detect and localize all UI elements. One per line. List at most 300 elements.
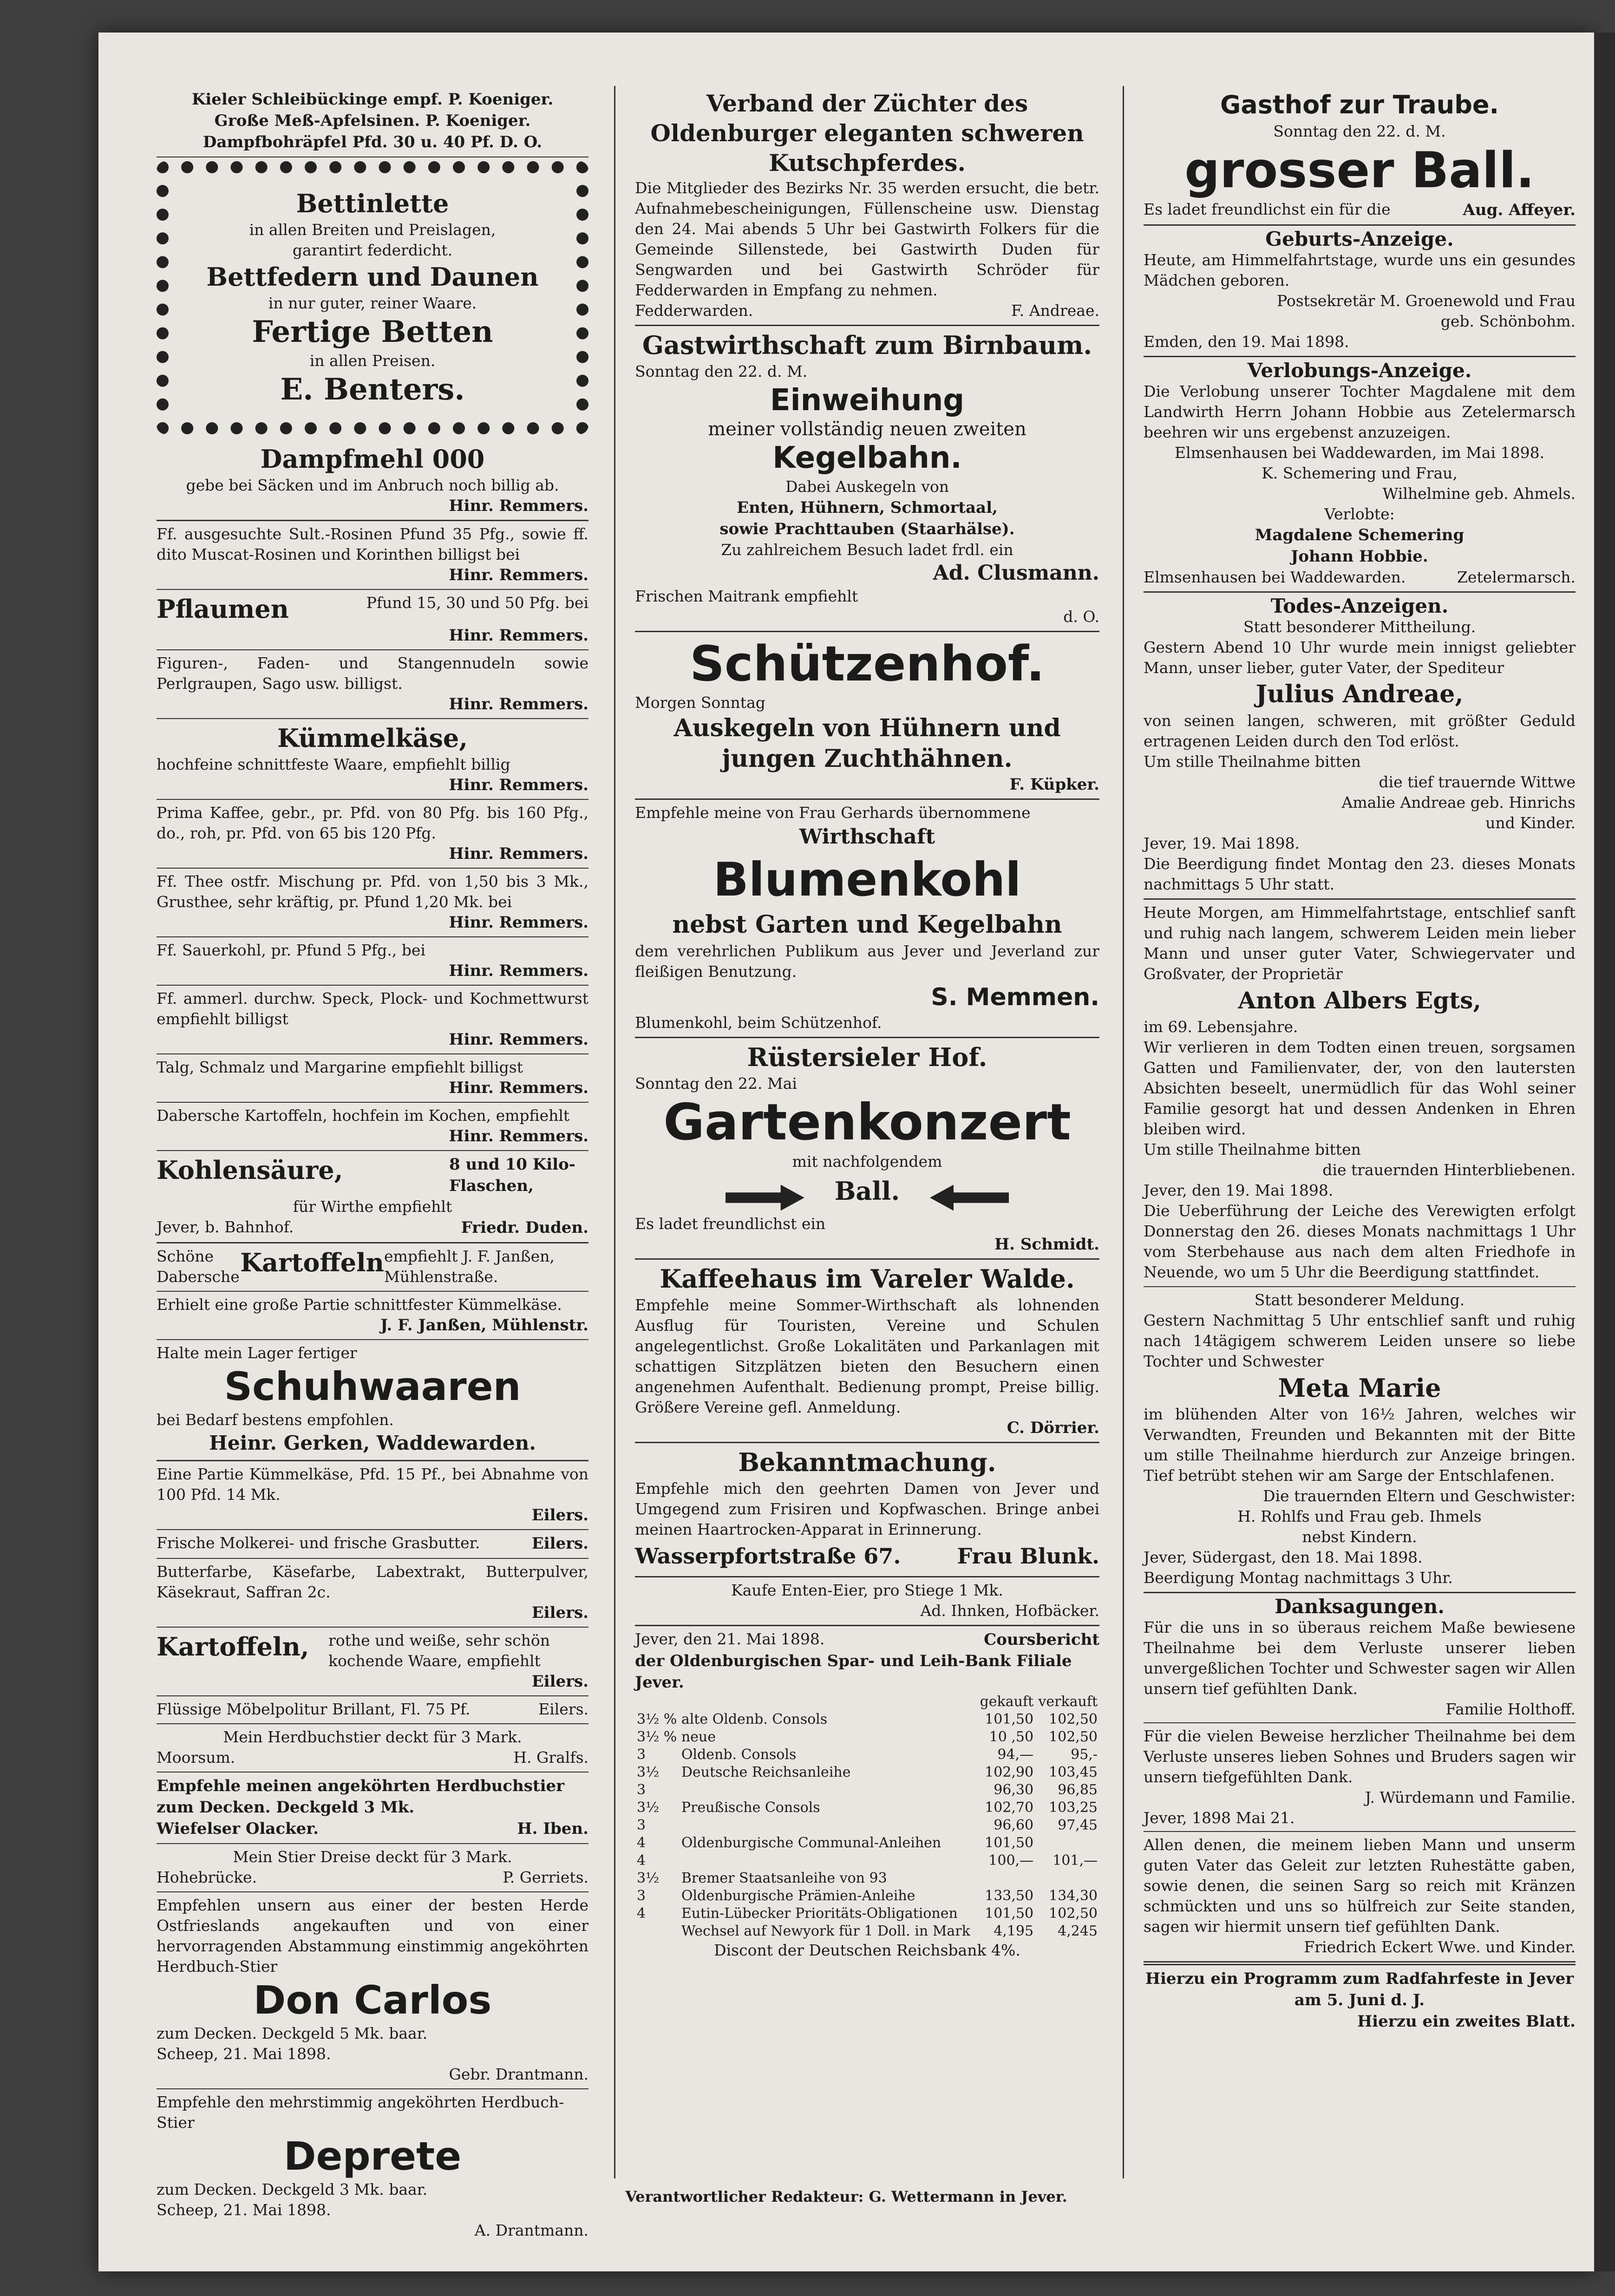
ad-herdbuchstier-gralfs xyxy=(157,1724,588,1773)
ad-sauerkohl xyxy=(157,937,588,986)
table-row xyxy=(635,1870,1099,1887)
ad-heading: Deprete xyxy=(283,2133,462,2179)
table-cell: 101,50 xyxy=(985,1834,1034,1851)
kurs-heading: Coursbericht xyxy=(984,1630,1099,1649)
ad-signature: d. O. xyxy=(1063,608,1099,626)
ad-text: Mein Stier Dreise deckt für 3 Mark. xyxy=(233,1848,512,1866)
table-cell: 4,195 xyxy=(994,1923,1034,1939)
table-cell: 10 ,50 xyxy=(989,1728,1034,1745)
table-cell: 102,50 xyxy=(1049,1905,1098,1922)
ad-ruestersieler-hof xyxy=(635,1038,1099,1260)
table-cell: Oldenb. Consols xyxy=(681,1746,797,1763)
ad-heading: Auskegeln von Hühnern und jungen Zuchthähnen. xyxy=(673,714,1061,773)
table-cell xyxy=(680,1852,977,1870)
ad-signature: Ad. Ihnken, Hofbäcker. xyxy=(920,1601,1099,1620)
table-row xyxy=(635,1728,1099,1746)
table-cell: Bremer Staatsanleihe von 93 xyxy=(681,1870,887,1886)
pointing-hand-icon xyxy=(726,1185,804,1211)
ad-heading: Verband der Züchter des Oldenburger eleganten schweren Kutschpferdes. xyxy=(650,90,1084,177)
table-row xyxy=(635,1764,1099,1781)
ad-text: hochfeine schnittfeste Waare, empfiehlt billig xyxy=(157,755,510,773)
middle-column xyxy=(635,86,1099,2197)
table-cell: 4,245 xyxy=(1058,1923,1098,1939)
ad-eilers-2 xyxy=(157,1530,588,1559)
ad-rosinen xyxy=(157,521,588,590)
table-cell: 103,25 xyxy=(1049,1799,1098,1816)
ad-talg xyxy=(157,1054,588,1103)
ad-text: Magdalene Schemering xyxy=(1255,526,1465,544)
ad-text: Wirthschaft xyxy=(799,825,935,849)
ad-signature: C. Dörrier. xyxy=(1007,1418,1099,1437)
table-header xyxy=(635,1693,1099,1711)
pointing-hand-icon xyxy=(930,1185,1009,1211)
ad-text: Wilhelmine geb. Ahmels. xyxy=(1382,484,1576,503)
ad-kaffee xyxy=(157,800,588,869)
ad-place: Jever, b. Bahnhof. xyxy=(157,1218,294,1236)
ad-place: Emden, den 19. Mai 1898. xyxy=(1144,333,1349,351)
table-cell: 103,45 xyxy=(1049,1764,1098,1780)
ad-text: Es ladet freundlichst ein xyxy=(635,1214,826,1233)
ad-text: Flüssige Möbelpolitur Brillant, Fl. 75 Pf. xyxy=(157,1700,471,1718)
ad-text: K. Schemering und Frau, xyxy=(1262,464,1458,482)
ad-text: Heute, am Himmelfahrtstage, wurde uns ein gesundes Mädchen geboren. xyxy=(1144,251,1576,289)
ad-signature: Hinr. Remmers. xyxy=(449,844,588,863)
table-cell: 96,30 xyxy=(994,1781,1034,1798)
ad-text: Statt besonderer Meldung. xyxy=(1254,1291,1465,1309)
ad-text: im 69. Lebensjahre. xyxy=(1144,1018,1298,1036)
ad-name: Julius Andreae, xyxy=(1255,680,1464,708)
table-cell: 95,- xyxy=(1071,1746,1098,1763)
ad-pflaumen xyxy=(157,590,588,650)
ad-benters xyxy=(157,161,588,434)
table-cell: 3 xyxy=(637,1817,646,1833)
ad-text: Es ladet freundlichst ein für die xyxy=(1144,200,1391,218)
ad-heading: Fertige Betten xyxy=(252,314,493,349)
ad-kaese-janssen xyxy=(157,1292,588,1340)
ad-signature: Hinr. Remmers. xyxy=(449,626,588,645)
ad-signature: Hinr. Remmers. xyxy=(449,1127,588,1145)
beilage-hinweis xyxy=(1144,1965,1576,2036)
ad-text: Erhielt eine große Partie schnittfester Kümmelkäse. xyxy=(157,1295,562,1314)
table-row xyxy=(635,1711,1099,1728)
ad-signature: Friedrich Eckert Wwe. und Kinder. xyxy=(1304,1938,1576,1956)
divider xyxy=(1144,1831,1576,1832)
ad-signature: Heinr. Gerken, Waddewarden. xyxy=(209,1432,536,1454)
ad-signature: H. Gralfs. xyxy=(513,1748,588,1766)
ad-dabersche xyxy=(157,1103,588,1151)
ad-heading: Bettfedern und Daunen xyxy=(206,262,539,292)
ad-text: Empfehlen unsern aus einer der besten Herde Ostfrieslands angekauften und von einer hervorragenden Abstammung einstimmig angeköhrten Herdbuch-Stier xyxy=(157,1896,588,1975)
ad-signature: S. Memmen. xyxy=(931,983,1099,1011)
ad-eilers-kartoffeln xyxy=(157,1628,588,1696)
ad-text: die trauernden Hinterbliebenen. xyxy=(1322,1161,1576,1179)
ad-kohlensaeure xyxy=(157,1151,588,1243)
ad-todesanzeigen xyxy=(1144,593,1576,900)
ad-text: Mein Herdbuchstier deckt für 3 Mark. xyxy=(223,1728,522,1746)
ad-line: Dampfbohräpfel Pfd. 30 u. 40 Pf. D. O. xyxy=(203,133,543,151)
ad-address: Wasserpfortstraße 67. xyxy=(635,1543,901,1569)
ad-place: Jever, 19. Mai 1898. xyxy=(1144,834,1300,852)
ad-text: Die Beerdigung findet Montag den 23. dieses Monats nachmittags 5 Uhr statt. xyxy=(1144,855,1576,893)
table-cell xyxy=(680,1781,977,1799)
ad-heading: Gartenkonzert xyxy=(663,1093,1071,1151)
ad-signature: F. Küpker. xyxy=(1009,775,1099,794)
ad-text: Pfund 15, 30 und 50 Pfg. bei xyxy=(366,594,588,612)
table-cell: 102,70 xyxy=(985,1799,1034,1816)
ad-text: Heute Morgen, am Himmelfahrtstage, entschlief sanft und ruhig nach langem, schwerem Leiden mein lieber Mann und unser guter Vater, Schwiegervater und Großvater, der Proprietär xyxy=(1144,903,1576,983)
table-cell: Wechsel auf Newyork für 1 Doll. in Mark xyxy=(681,1923,970,1939)
table-cell: 3½ xyxy=(637,1799,660,1816)
ad-text: Amalie Andreae geb. Hinrichs xyxy=(1341,793,1576,811)
ad-signature: F. Andreae. xyxy=(1011,301,1099,320)
col-header: verkauft xyxy=(1038,1693,1098,1710)
ad-signature: Hinr. Remmers. xyxy=(449,776,588,794)
table-cell: 133,50 xyxy=(985,1887,1034,1904)
table-row xyxy=(635,1905,1099,1923)
ad-gasthof-traube xyxy=(1144,86,1576,226)
ad-blumenkohl xyxy=(635,800,1099,1038)
ad-signature: H. Iben. xyxy=(517,1819,588,1838)
table-cell xyxy=(1035,1870,1099,1887)
col-header: gekauft xyxy=(980,1693,1034,1710)
ad-text: Empfehle mich den geehrten Damen von Jever und Umgegend zum Frisiren und Kopfwaschen. Bringe anbei meinen Haartrocken-Apparat in Erinnerung. xyxy=(635,1479,1099,1538)
ad-text: Kaufe Enten-Eier, pro Stiege 1 Mk. xyxy=(731,1581,1003,1599)
ad-text: Hierzu ein Programm zum Radfahrfeste in Jever am 5. Juni d. J. xyxy=(1145,1969,1574,2009)
ad-schuhwaaren xyxy=(157,1340,588,1461)
ad-text: Die trauernden Eltern und Geschwister: xyxy=(1262,1487,1576,1505)
table-cell: alte Oldenb. Consols xyxy=(681,1711,828,1727)
ad-place: Jever, Südergast, den 18. Mai 1898. xyxy=(1144,1548,1423,1566)
table-cell: Deutsche Reichsanleihe xyxy=(681,1764,851,1780)
ad-text: Sonntag den 22. d. M. xyxy=(1273,122,1446,140)
kurs-discount: Discont der Deutschen Reichsbank 4%. xyxy=(714,1941,1020,1959)
ad-text: Empfehle meinen angeköhrten Herdbuchstier zum Decken. Deckgeld 3 Mk. xyxy=(157,1777,565,1817)
ad-text: Schöne Dabersche xyxy=(157,1247,240,1286)
table-cell: 4 xyxy=(637,1852,646,1869)
ad-text: Talg, Schmalz und Margarine empfiehlt billigst xyxy=(157,1058,523,1076)
table-cell: 96,60 xyxy=(994,1817,1034,1833)
ad-moebelpolitur xyxy=(157,1696,588,1724)
ad-heading: Ball. xyxy=(834,1176,900,1206)
ad-verlobung xyxy=(1144,357,1576,593)
ad-text: Ff. ammerl. durchw. Speck, Plock- und Kochmettwurst empfiehlt billigst xyxy=(157,989,588,1028)
table-cell: 3 xyxy=(637,1746,646,1763)
ad-nudeln xyxy=(157,650,588,719)
table-row xyxy=(635,1852,1099,1870)
ad-text: Für die vielen Beweise herzlicher Theilnahme bei dem Verluste unseres lieben Sohnes und Bruders sagen wir unsern tiefgefühlten Dank. xyxy=(1144,1727,1576,1786)
table-row xyxy=(635,1799,1099,1817)
ad-signature: Hinr. Remmers. xyxy=(449,1079,588,1097)
ad-stier-dreise xyxy=(157,1844,588,1892)
ad-heading: Einweihung xyxy=(770,383,965,418)
ad-danksagungen xyxy=(1144,1593,1576,1965)
ad-text: 8 und 10 Kilo-Flaschen, xyxy=(449,1155,575,1195)
ad-enten-eier xyxy=(635,1577,1099,1626)
ad-heading: Kartoffeln xyxy=(240,1248,384,1277)
ad-text: Dabersche Kartoffeln, hochfein im Kochen, empfiehlt xyxy=(157,1106,570,1125)
ad-text: bei Bedarf bestens empfohlen. xyxy=(157,1411,394,1429)
ad-heading: Rüstersieler Hof. xyxy=(747,1042,987,1072)
ad-signature: Hinr. Remmers. xyxy=(449,695,588,713)
table-cell: 4 xyxy=(637,1834,646,1851)
table-row xyxy=(635,1834,1099,1852)
ad-text: für Wirthe empfiehlt xyxy=(293,1197,452,1216)
ad-place: Scheep, 21. Mai 1898. xyxy=(157,2045,331,2063)
ad-signature: Ad. Clusmann. xyxy=(933,561,1099,585)
ad-signature: Gebr. Drantmann. xyxy=(449,2065,588,2083)
ad-text: Frische Molkerei- und frische Grasbutter. xyxy=(157,1534,480,1552)
ad-heading: Kegelbahn. xyxy=(772,441,962,475)
ad-signature: J. Würdemann und Familie. xyxy=(1365,1788,1576,1806)
ad-text: empfiehlt J. F. Janßen, Mühlenstraße. xyxy=(384,1247,555,1286)
ad-text: Ff. Sauerkohl, pr. Pfund 5 Pfg., bei xyxy=(157,941,425,959)
ad-deprete xyxy=(157,2089,588,2244)
table-cell: 101,50 xyxy=(985,1711,1034,1727)
kurs-date: Jever, den 21. Mai 1898. xyxy=(635,1629,825,1648)
divider xyxy=(1144,1722,1576,1723)
ad-heading: Pflaumen xyxy=(157,594,289,624)
ball-line xyxy=(635,1175,1099,1211)
ad-todesanzeige-rohlfs xyxy=(1144,1287,1576,1593)
ad-text: Enten, Hühnern, Schmortaal, xyxy=(737,498,998,517)
ad-text: Gestern Nachmittag 5 Uhr entschlief sanft und ruhig nach 14tägigem schwerem Leiden unsere so liebe Tochter und Schwester xyxy=(1144,1311,1576,1370)
ad-text: Wir verlieren in dem Todten einen treuen, sorgsamen Gatten und Familienvater, der, von den lautersten Absichten beseelt, unermüdlich für das Wohl seiner Familie gesorgt hat und dessen Andenken in Ehren bleiben wird. xyxy=(1144,1038,1576,1138)
ad-text: Gestern Abend 10 Uhr wurde mein innigst geliebter Mann, unser lieber, guter Vater, der Spediteur xyxy=(1144,638,1576,677)
imprint-line: Verantwortlicher Redakteur: G. Wettermann in Jever. xyxy=(625,2188,1067,2205)
ad-heading: nebst Garten und Kegelbahn xyxy=(672,910,1062,939)
ad-heading: Schützenhof. xyxy=(689,635,1045,692)
ad-heading: Schuhwaaren xyxy=(224,1364,521,1409)
ad-heading: Kartoffeln, xyxy=(157,1632,309,1661)
ad-schuetzenhof xyxy=(635,632,1099,800)
table-cell: 100,— xyxy=(988,1852,1034,1869)
table-cell: Preußische Consols xyxy=(681,1799,820,1816)
ad-place: Wiefelser Olacker. xyxy=(157,1819,319,1838)
ad-heading: Kohlensäure, xyxy=(157,1155,343,1185)
left-column xyxy=(157,86,588,2239)
table-cell: Oldenburgische Prämien-Anleihe xyxy=(681,1887,915,1904)
ad-signature: Eilers. xyxy=(531,1534,588,1553)
ad-signature: Friedr. Duden. xyxy=(461,1218,588,1237)
ad-todesanzeige-egts xyxy=(1144,900,1576,1287)
ad-place: Fedderwarden. xyxy=(635,301,753,320)
ad-text: und Kinder. xyxy=(1485,814,1576,832)
ad-text: Zu zahlreichem Besuch ladet frdl. ein xyxy=(721,541,1013,559)
ad-text: von seinen langen, schweren, mit größter Geduld ertragenen Leiden durch den Tod erlöst. xyxy=(1144,712,1576,750)
ad-text: Hierzu ein zweites Blatt. xyxy=(1357,2012,1576,2031)
ad-text: Johann Hobbie. xyxy=(1291,547,1428,566)
ad-heading: Geburts-Anzeige. xyxy=(1265,228,1454,250)
ad-heading: Gasthof zur Traube. xyxy=(1220,90,1499,119)
ad-text: Sonntag den 22. d. M. xyxy=(635,362,808,380)
ad-text: Ff. ausgesuchte Sult.-Rosinen Pfund 35 Pfg., sowie ff. dito Muscat-Rosinen und Korinthen billigst bei xyxy=(157,525,588,563)
ad-text: zum Decken. Deckgeld 5 Mk. baar. xyxy=(157,2024,428,2042)
table-cell: 134,30 xyxy=(1049,1887,1098,1904)
table-cell: neue xyxy=(681,1728,716,1745)
ad-place: Jever, den 19. Mai 1898. xyxy=(1144,1181,1334,1199)
ad-text: Für die uns in so überaus reichem Maße bewiesene Theilnahme bei dem Verluste unserer lieben unvergeßlichen Tochter und Schwester sagen wir Allen unsern tief gefühlten Dank. xyxy=(1144,1618,1576,1698)
ad-heading: grosser Ball. xyxy=(1184,142,1535,199)
ad-signature: Hinr. Remmers. xyxy=(449,962,588,980)
ad-text: dem verehrlichen Publikum aus Jever und Jeverland zur fleißigen Benutzung. xyxy=(635,942,1099,981)
ad-text: Butterfarbe, Käsefarbe, Labextrakt, Butterpulver, Käsekraut, Saffran 2c. xyxy=(157,1563,588,1601)
ad-bekanntmachung xyxy=(635,1443,1099,1577)
ad-signature: Eilers. xyxy=(531,1603,588,1622)
table-cell: 101,50 xyxy=(985,1905,1034,1922)
table-cell: 3 xyxy=(637,1887,646,1904)
table-cell xyxy=(977,1870,1036,1887)
ad-text: Sonntag den 22. Mai xyxy=(635,1074,797,1092)
ad-place: Moorsum. xyxy=(157,1748,235,1766)
ad-heading: Don Carlos xyxy=(253,1977,492,2023)
newspaper-page xyxy=(98,33,1594,2271)
ad-place: Zetelermarsch. xyxy=(1457,568,1576,586)
table-cell: 102,90 xyxy=(985,1764,1034,1780)
table-cell: 96,85 xyxy=(1058,1781,1098,1798)
ad-signature: Eilers. xyxy=(538,1700,588,1718)
ad-text: Empfehle meine von Frau Gerhards übernommene xyxy=(635,804,1031,822)
ad-line: Kieler Schleibückinge empf. P. Koeniger. xyxy=(191,90,554,109)
table-row xyxy=(635,1817,1099,1834)
table-cell: 102,50 xyxy=(1049,1711,1098,1727)
table-cell xyxy=(1035,1834,1099,1852)
ad-signature: Hinr. Remmers. xyxy=(449,566,588,584)
ad-text: geb. Schönbohm. xyxy=(1440,312,1576,330)
ad-text: Statt besonderer Mittheilung. xyxy=(1243,618,1476,636)
ad-text: Postsekretär M. Groenewold und Frau xyxy=(1277,292,1576,310)
ad-name: Meta Marie xyxy=(1278,1373,1441,1403)
ad-birnbaum xyxy=(635,326,1099,632)
table-cell: 97,45 xyxy=(1058,1817,1098,1833)
ad-text: Die Mitglieder des Bezirks Nr. 35 werden ersucht, die betr. Aufnahmebescheinigungen, Füllenscheine usw. Dienstag den 24. Mai abends 5 Uhr bei Gastwirth Folkers für die Gemeinde Sillenstede, bei Gastwirth Duden für Sengwarden und bei Gastwirth Schröder für Fedderwarden in Empfang zu nehmen. xyxy=(635,179,1099,299)
ad-text: Frischen Maitrank empfiehlt xyxy=(635,587,858,605)
ad-text: Prima Kaffee, gebr., pr. Pfd. von 80 Pfg. bis 160 Pfg., do., roh, pr. Pfd. von 65 bis 120 Pfg. xyxy=(157,804,588,842)
ad-text: Die Ueberführung der Leiche des Verewigten erfolgt Donnerstag den 26. dieses Monats nachmittags 1 Uhr vom Sterbehause aus nach dem alten Friedhofe in Neuende, wo um 5 Uhr die Beerdigung stattfindet. xyxy=(1144,1202,1576,1281)
scan-edge xyxy=(1594,33,1615,2271)
ad-text: sowie Prachttauben (Staarhälse). xyxy=(719,520,1015,538)
ad-text: Beerdigung Montag nachmittags 3 Uhr. xyxy=(1144,1569,1453,1587)
ad-kuemmelkaese xyxy=(157,719,588,800)
ad-text: Halte mein Lager fertiger xyxy=(157,1344,357,1362)
ad-signature: A. Drantmann. xyxy=(474,2221,588,2239)
ad-text: die tief trauernde Wittwe xyxy=(1379,773,1576,791)
ad-text: Figuren-, Faden- und Stangennudeln sowie Perlgraupen, Sago usw. billigst. xyxy=(157,654,588,693)
ad-line: Große Meß-Apfelsinen. P. Koeniger. xyxy=(214,111,531,130)
ad-herdbuchstier-iben xyxy=(157,1773,588,1844)
ad-text: Um stille Theilnahme bitten xyxy=(1144,752,1361,771)
ad-eilers-1 xyxy=(157,1461,588,1530)
ad-place: Elmsenhausen bei Waddewarden, im Mai 1898. xyxy=(1174,444,1545,462)
ad-text: Empfehle meine Sommer-Wirthschaft als lohnenden Ausflug für Touristen, Vereine und Schulen angelegentlichst. Große Lokalitäten und Parkanlagen mit schattigen Sitzplätzen bieten den Besuchern einen angenehmen Aufenthalt. Bedienung prompt, Preise billig. Größere Vereine gefl. Anmeldung. xyxy=(635,1295,1099,1416)
ad-text: garantirt federdicht. xyxy=(292,241,453,259)
table-row xyxy=(635,1923,1099,1940)
ad-heading: Danksagungen. xyxy=(1275,1595,1445,1618)
ad-signature: Aug. Affeyer. xyxy=(1463,201,1576,219)
ad-text: Blumenkohl, beim Schützenhof. xyxy=(635,1014,882,1032)
ad-heading: Kümmelkäse, xyxy=(277,723,468,753)
ad-text: in nur guter, reiner Waare. xyxy=(268,294,477,312)
ad-verband-zuechter xyxy=(635,86,1099,326)
table-cell xyxy=(680,1817,977,1834)
ad-signature: Eilers. xyxy=(531,1506,588,1524)
ad-signature: E. Benters. xyxy=(280,372,465,407)
ad-place: Elmsenhausen bei Waddewarden. xyxy=(1144,568,1406,586)
ad-text: meiner vollständig neuen zweiten xyxy=(708,419,1027,440)
column-rule-1 xyxy=(614,86,615,2178)
table-cell: 101,— xyxy=(1053,1852,1098,1869)
ad-text: zum Decken. Deckgeld 3 Mk. baar. xyxy=(157,2180,428,2198)
ad-text: Eine Partie Kümmelkäse, Pfd. 15 Pf., bei Abnahme von 100 Pfd. 14 Mk. xyxy=(157,1465,588,1504)
table-cell: 3½ xyxy=(637,1764,660,1780)
ad-text: in allen Breiten und Preislagen, xyxy=(249,221,496,239)
ad-name: Anton Albers Egts, xyxy=(1238,987,1481,1014)
ad-text: in allen Preisen. xyxy=(309,352,436,370)
ad-heading: Kaffeehaus im Vareler Walde. xyxy=(660,1263,1075,1294)
table-row xyxy=(635,1781,1099,1799)
ad-text: mit nachfolgendem xyxy=(792,1152,942,1171)
table-cell: 3½ % xyxy=(637,1711,677,1727)
ad-signature: P. Gerriets. xyxy=(503,1868,588,1886)
ad-heading: Dampfmehl 000 xyxy=(260,444,485,474)
ad-text: im blühenden Alter von 16½ Jahren, welches wir Verwandten, Freunden und Bekannten mit der Bitte um stille Theilnahme hierdurch zur Anzeige bringen. Tief betrübt stehen wir am Sarge der Entschlafenen. xyxy=(1144,1405,1576,1485)
ad-heading: Gastwirthschaft zum Birnbaum. xyxy=(642,330,1092,360)
table-cell: 4 xyxy=(637,1905,646,1922)
ad-text: H. Rohlfs und Frau geb. Ihmels xyxy=(1237,1507,1482,1525)
right-column xyxy=(1144,86,1576,2197)
table-cell: 102,50 xyxy=(1049,1728,1098,1745)
ad-dampfmehl xyxy=(157,440,588,521)
ad-signature: Eilers. xyxy=(531,1672,588,1691)
ad-eilers-3 xyxy=(157,1559,588,1628)
table-cell xyxy=(635,1923,680,1940)
ad-signature: Frau Blunk. xyxy=(957,1543,1099,1569)
ad-signature: Hinr. Remmers. xyxy=(449,913,588,932)
ad-text: Um stille Theilnahme bitten xyxy=(1144,1140,1361,1158)
ad-heading: Verlobungs-Anzeige. xyxy=(1247,359,1472,382)
ad-text: Die Verlobung unserer Tochter Magdalene mit dem Landwirth Herrn Johann Hobbie aus Zetelermarsch beehren wir uns ergebenst anzuzeigen. xyxy=(1144,382,1576,441)
ad-heading: Todes-Anzeigen. xyxy=(1270,595,1449,617)
ad-heading: Blumenkohl xyxy=(713,852,1021,907)
ad-text: Morgen Sonntag xyxy=(635,693,765,712)
ad-signature: Hinr. Remmers. xyxy=(449,1030,588,1049)
ad-kartoffeln-janssen xyxy=(157,1243,588,1292)
ad-text: rothe und weiße, sehr schön kochende Waare, empfiehlt xyxy=(328,1631,550,1670)
ad-speck xyxy=(157,986,588,1054)
coursbericht xyxy=(635,1626,1099,1964)
column-rule-2 xyxy=(1123,86,1124,2178)
ad-place: Hohebrücke. xyxy=(157,1868,257,1886)
ad-text: gebe bei Säcken und im Anbruch noch billig ab. xyxy=(186,476,559,494)
ad-signature: Familie Holthoff. xyxy=(1445,1700,1576,1718)
ad-place: Jever, 1898 Mai 21. xyxy=(1144,1809,1295,1827)
ad-text: Verlobte: xyxy=(1324,505,1395,523)
ad-signature: Hinr. Remmers. xyxy=(449,497,588,515)
ad-text: Empfehle den mehrstimmig angeköhrten Herdbuch-Stier xyxy=(157,2093,564,2132)
ad-don-carlos xyxy=(157,1892,588,2089)
ad-text: Dabei Auskegeln von xyxy=(785,478,949,496)
table-cell: 3½ % xyxy=(637,1728,677,1745)
ad-signature: J. F. Janßen, Mühlenstr. xyxy=(380,1316,588,1334)
table-cell: Oldenburgische Communal-Anleihen xyxy=(681,1834,942,1851)
ad-signature: H. Schmidt. xyxy=(994,1235,1099,1254)
ad-text: Ff. Thee ostfr. Mischung pr. Pfd. von 1,50 bis 3 Mk., Grusthee, sehr kräftig, pr. Pfund 1,20 Mk. bei xyxy=(157,872,588,911)
ad-koeniger xyxy=(157,86,588,157)
kurs-table xyxy=(635,1693,1099,1940)
ad-text: Allen denen, die meinem lieben Mann und unserm guten Vater das Geleit zur letzten Ruhestätte gaben, sowie denen, die seinen Sarg so reich mit Kränzen schmückten und uns so hülfreich zur Seite standen, sagen wir hiermit unsern tief gefühlten Dank. xyxy=(1144,1836,1576,1936)
ad-thee xyxy=(157,869,588,937)
table-cell: 3½ xyxy=(637,1870,660,1886)
ad-kaffeehaus xyxy=(635,1260,1099,1443)
